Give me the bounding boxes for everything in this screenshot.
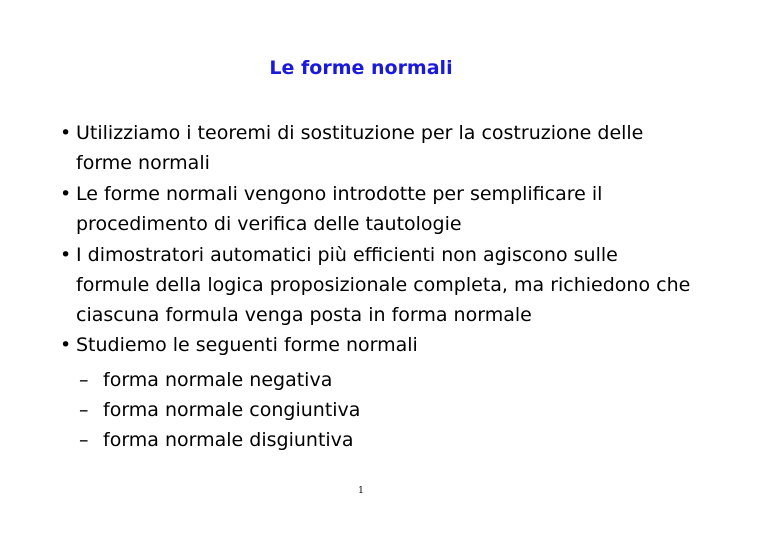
sub-item-label: forma normale congiuntiva: [103, 399, 361, 421]
sub-item-1: [79, 365, 332, 395]
bullet-line: Studiemo le seguenti forme normali: [76, 334, 418, 356]
sub-item-label: forma normale disgiuntiva: [103, 429, 354, 451]
page-number: 1: [358, 486, 364, 496]
bullet-icon: •: [60, 183, 72, 205]
bullet-line: ciascuna formula venga posta in forma normale: [76, 304, 532, 326]
bullet-line: forme normali: [76, 152, 210, 174]
bullet-line: procedimento di verifica delle tautologie: [76, 213, 462, 235]
slide-title: Le forme normali: [269, 57, 453, 79]
dash-icon: –: [79, 429, 89, 451]
dash-icon: –: [79, 399, 89, 421]
bullet-icon: •: [60, 122, 72, 144]
bullet-line: Le forme normali vengono introdotte per semplificare il: [76, 183, 603, 205]
bullet-line: formule della logica proposizionale completa, ma richiedono che: [76, 274, 691, 296]
sub-item-label: forma normale negativa: [103, 369, 333, 391]
sub-item-3: [79, 425, 354, 455]
bullet-line: Utilizziamo i teoremi di sostituzione per la costruzione delle: [76, 122, 644, 144]
bullet-icon: •: [60, 334, 72, 356]
sub-item-2: [79, 395, 360, 425]
bullet-line: I dimostratori automatici più efficienti non agiscono sulle: [76, 244, 618, 266]
bullet-icon: •: [60, 244, 72, 266]
dash-icon: –: [79, 369, 89, 391]
